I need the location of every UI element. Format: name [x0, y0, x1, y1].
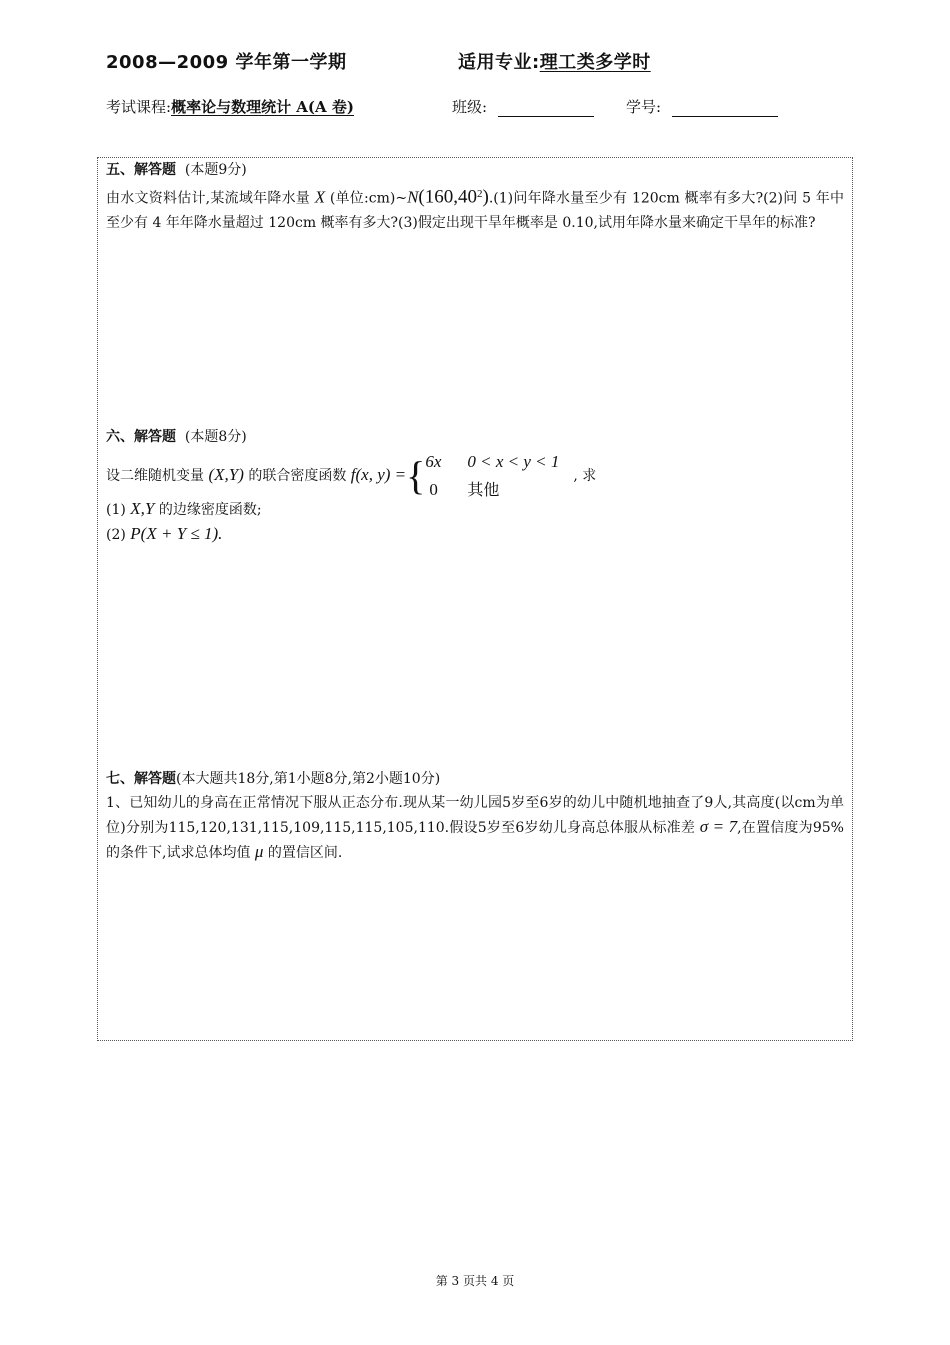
section-7-score: (本大题共18分,第1小题8分,第2小题10分) [176, 771, 441, 787]
section-6-density: 设二维随机变量 (X,Y) 的联合密度函数 f(x, y) ={ 6x 0 < x < y < 1 0 其他 , 求 [106, 449, 844, 497]
course-line [106, 96, 354, 117]
class-blank[interactable] [498, 98, 594, 117]
section-5-score: (本题9分) [184, 162, 247, 178]
course-value: 概率论与数理统计 A(A 卷) [171, 98, 354, 116]
section-5 [106, 158, 844, 235]
section-7 [106, 767, 844, 865]
answer-frame [97, 157, 853, 1041]
class-field [452, 96, 594, 117]
student-id-label: 学号: [626, 98, 662, 116]
page-number: 第 3 页共 4 页 [435, 1274, 515, 1288]
section-5-question: 由水文资料估计,某流域年降水量 X (单位:cm)~N(160,40$^2$).(1)问年降水量至少有 120cm 概率有多大?(2)问 5 年中至少有 4 年年降水量超过 120cm 概率有多大?(3)假定出现干旱年概率是 0.10,试用年降水量来确定干旱年的标准? [106, 186, 845, 231]
section-6-title: 六、解答题 (本题8分) [106, 429, 247, 445]
class-label: 班级: [452, 98, 488, 116]
student-id-blank[interactable] [672, 98, 778, 117]
term-label: 2008—2009 学年第一学期 [106, 52, 347, 73]
section-6-q2: (2) P(X + Y ≤ 1). [106, 524, 223, 543]
course-label: 考试课程: [106, 98, 172, 116]
major-label-text: 适用专业: [458, 52, 540, 73]
major-value: 理工类多学时 [539, 52, 651, 73]
section-7-title: 七、解答题(本大题共18分,第1小题8分,第2小题10分) [106, 771, 441, 787]
major-label [458, 48, 661, 74]
section-6-score: (本题8分) [184, 429, 247, 445]
density-cases: 6x 0 < x < y < 1 0 其他 [425, 452, 560, 499]
density-function: f(x, y) = [350, 465, 407, 484]
section-5-title: 五、解答题 (本题9分) [106, 162, 247, 178]
section-6 [106, 425, 844, 547]
mu-symbol: μ [254, 842, 264, 861]
brace-symbol: { [406, 453, 426, 498]
section-6-q1: (1) X,Y 的边缘密度函数; [106, 499, 262, 518]
sigma-symbol: σ = 7 [699, 817, 738, 836]
section-7-question: 1、已知幼儿的身高在正常情况下服从正态分布.现从某一幼儿园5岁至6岁的幼儿中随机地抽查了9人,其高度(以cm为单位)分别为115,120,131,115,109,115,115,105,110.假设5岁至6岁幼儿身高总体服从标准差 σ = 7,在置信度为95%的条件下,试求总体均值 μ 的置信区间. [106, 795, 844, 861]
student-id-field [626, 96, 778, 117]
